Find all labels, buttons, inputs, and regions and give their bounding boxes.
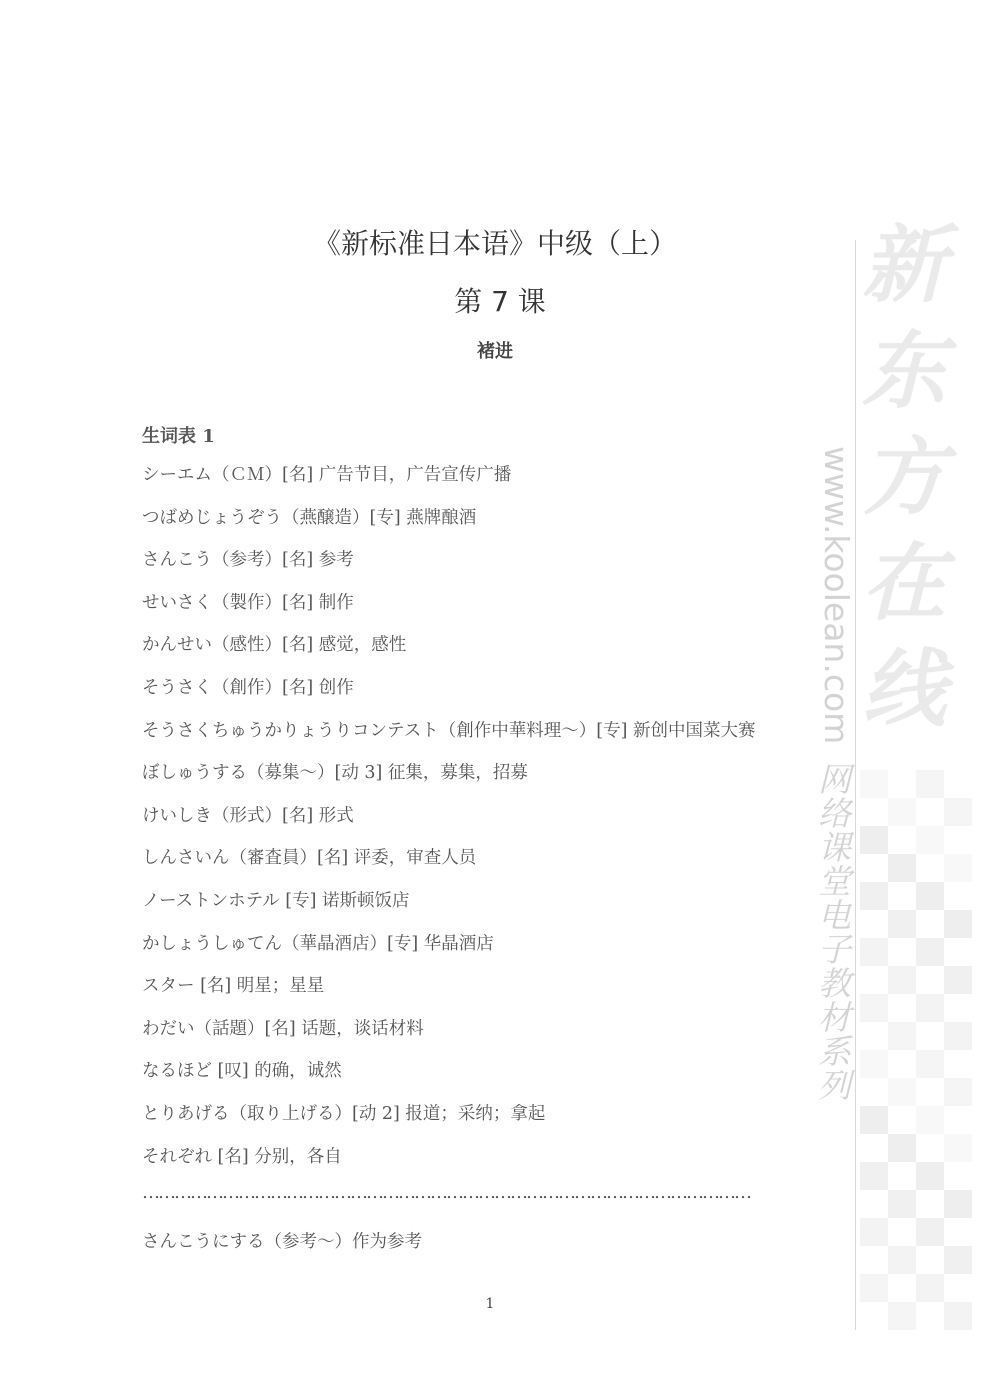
watermark-checker-cell xyxy=(888,854,916,882)
watermark-checker-cell xyxy=(860,826,888,854)
watermark-checker-cell xyxy=(944,1022,972,1050)
watermark-checker-cell xyxy=(944,854,972,882)
lesson-title: 第 7 课 xyxy=(454,285,546,318)
watermark-checker-cell xyxy=(860,1106,888,1134)
vocab-entry: わだい（話題）[名] 话题，谈话材料 xyxy=(142,1018,424,1039)
watermark-checker-cell xyxy=(944,966,972,994)
vocab-entry: それぞれ [名] 分别，各自 xyxy=(142,1146,342,1167)
watermark-checker-cell xyxy=(888,1022,916,1050)
watermark-series: 网络课堂电子教材系列 xyxy=(813,762,852,1102)
vocab-entry: せいさく（製作）[名] 制作 xyxy=(142,592,354,613)
watermark-checker-cell xyxy=(916,882,944,910)
vocab-entry: そうさくちゅうかりょうりコンテスト（創作中華料理～）[专] 新创中国菜大赛 xyxy=(142,720,756,741)
vocab-entry: ぼしゅうする（募集～）[动 3] 征集，募集，招募 xyxy=(142,763,528,784)
watermark-checker-cell xyxy=(944,1190,972,1218)
watermark-checker-cell xyxy=(888,1134,916,1162)
watermark-checker-cell xyxy=(860,882,888,910)
watermark-logo-text: 新东方在线 xyxy=(861,215,946,738)
watermark-checker-pattern xyxy=(860,770,950,1330)
watermark-checker-cell xyxy=(888,1078,916,1106)
vocab-entry: しんさいん（審査員）[名] 评委，审查人员 xyxy=(142,848,477,869)
page-number: 1 xyxy=(485,1296,495,1312)
vocab-entry: けいしき（形式）[名] 形式 xyxy=(142,805,354,826)
vocab-entry: そうさく（創作）[名] 创作 xyxy=(142,677,354,698)
vocab-entry: シーエム（ＣＭ）[名] 广告节目，广告宣传广播 xyxy=(142,465,512,485)
vocab-entry: スター [名] 明星；星星 xyxy=(142,976,325,997)
watermark-checker-cell xyxy=(888,798,916,826)
watermark-checker-cell xyxy=(944,1078,972,1106)
watermark-checker-cell xyxy=(888,966,916,994)
watermark-checker-cell xyxy=(860,994,888,1022)
watermark-checker-cell xyxy=(860,1162,888,1190)
dotted-separator: …………………………………………………………………………………………………… xyxy=(142,1182,750,1203)
vocab-entry: とりあげる（取り上げる）[动 2] 报道；采纳；拿起 xyxy=(142,1103,546,1124)
vocab-entry: ノーストンホテル [专] 诺斯顿饭店 xyxy=(142,890,410,911)
watermark-checker-cell xyxy=(888,1246,916,1274)
vocab-entry: かんせい（感性）[名] 感觉，感性 xyxy=(142,635,407,656)
watermark-checker-cell xyxy=(888,1190,916,1218)
watermark-checker-cell xyxy=(916,1162,944,1190)
author-name: 褚进 xyxy=(477,341,513,362)
watermark-url: www.koolean.com xyxy=(817,446,856,745)
vocab-entry: つばめじょうぞう（燕醸造）[专] 燕牌酿酒 xyxy=(142,507,477,528)
watermark-checker-cell xyxy=(944,798,972,826)
watermark-checker-cell xyxy=(916,826,944,854)
phrase-entry: さんこうにする（参考～）作为参考 xyxy=(142,1232,422,1252)
watermark-checker-cell xyxy=(860,938,888,966)
vocab-entry: さんこう（参考）[名] 参考 xyxy=(142,550,354,571)
watermark-checker-cell xyxy=(944,1134,972,1162)
watermark-checker-cell xyxy=(916,770,944,798)
watermark-checker-cell xyxy=(916,1050,944,1078)
vocab-entry: かしょうしゅてん（華晶酒店）[专] 华晶酒店 xyxy=(142,933,494,954)
vocabulary-list xyxy=(142,454,756,1178)
watermark-checker-cell xyxy=(888,910,916,938)
watermark-checker-cell xyxy=(944,910,972,938)
page-title: 《新标准日本语》中级（上） xyxy=(312,227,677,260)
watermark-checker-cell xyxy=(916,994,944,1022)
watermark-checker-cell xyxy=(860,770,888,798)
section-heading: 生词表 1 xyxy=(142,426,215,447)
watermark-checker-cell xyxy=(916,938,944,966)
watermark-checker-cell xyxy=(916,1218,944,1246)
watermark-checker-cell xyxy=(944,1246,972,1274)
watermark-checker-cell xyxy=(860,1218,888,1246)
watermark-checker-cell xyxy=(916,1106,944,1134)
vocab-entry: なるほど [叹] 的确，诚然 xyxy=(142,1061,342,1082)
watermark-checker-cell xyxy=(860,1050,888,1078)
